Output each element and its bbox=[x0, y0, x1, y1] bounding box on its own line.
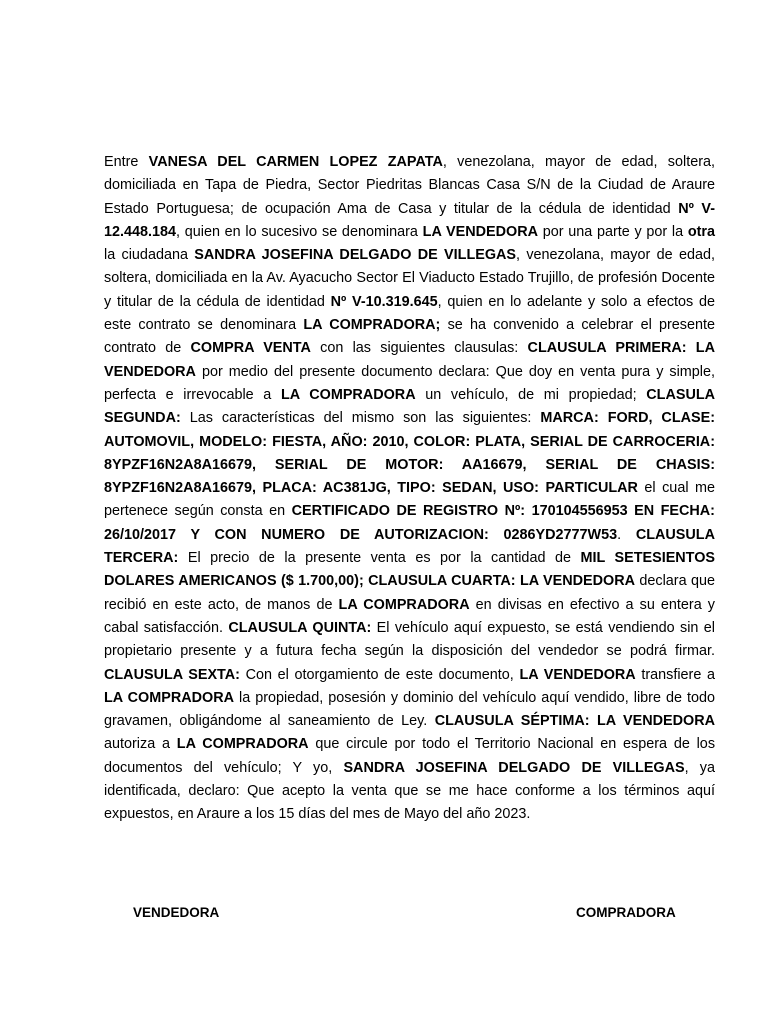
contract-text: se ha convenido a celebrar el presente contrato de bbox=[104, 317, 716, 357]
contract-body-paragraph bbox=[104, 151, 715, 827]
contract-text: la propiedad, posesión y dominio del vehículo aquí vendido, libre de todo gravamen, obligándome al saneamiento de Ley. bbox=[104, 689, 715, 730]
contract-text: por medio del presente documento declara: Que doy en venta pura y simple, perfecta e irrevocable a bbox=[104, 363, 715, 403]
contract-bold-text: CERTIFICADO DE REGISTRO Nº: 170104556953 EN FECHA: 26/10/2017 Y CON NUMERO DE AUTORIZACION: 0286YD2777W53 bbox=[104, 503, 715, 543]
contract-text: El precio de la presente venta es por la cantidad de bbox=[178, 550, 581, 567]
contract-bold-text: VANESA DEL CARMEN LOPEZ ZAPATA bbox=[148, 154, 443, 170]
contract-text: un vehículo, de mi propiedad; bbox=[415, 386, 647, 403]
contract-bold-text: LA COMPRADORA bbox=[280, 386, 416, 403]
contract-bold-text: otra bbox=[687, 223, 715, 240]
contract-bold-text: CLAUSULA SÉPTIMA: LA VENDEDORA bbox=[434, 713, 715, 730]
contract-text: , quien en lo adelante y solo a efectos de este contrato se denominara bbox=[104, 293, 715, 334]
contract-text: , ya identificada, declaro: Que acepto la venta que se me hace conforme a los términos aquí expuestos, en Araure a los 15 días del mes de Mayo del año 2023. bbox=[104, 759, 716, 823]
contract-bold-text: CLAUSULA TERCERA: bbox=[104, 526, 715, 567]
contract-bold-text: SANDRA JOSEFINA DELGADO DE VILLEGAS bbox=[194, 247, 517, 264]
contract-text: transfiere a bbox=[635, 666, 715, 683]
contract-text: Las características del mismo son las siguientes: bbox=[180, 410, 541, 427]
contract-text: la ciudadana bbox=[104, 247, 195, 264]
contract-bold-text: SANDRA JOSEFINA DELGADO DE VILLEGAS bbox=[343, 759, 685, 776]
contract-bold-text: LA COMPRADORA bbox=[176, 736, 309, 753]
contract-bold-text: Nº V-10.319.645 bbox=[330, 293, 438, 310]
contract-bold-text: CLAUSULA PRIMERA: LA VENDEDORA bbox=[104, 340, 715, 380]
contract-text: autoriza a bbox=[104, 736, 177, 753]
contract-text: El vehículo aquí expuesto, se está vendiendo sin el propietario presente y a futura fecha según la disposición del vendedor se podrá firmar. bbox=[104, 619, 715, 660]
contract-text: por una parte y por la bbox=[537, 223, 688, 240]
contract-bold-text: CLAUSULA SEXTA: bbox=[104, 666, 240, 683]
contract-bold-text: CLASULA SEGUNDA: bbox=[104, 386, 716, 427]
contract-bold-text: LA COMPRADORA; bbox=[303, 317, 441, 334]
contract-text: con las siguientes clausulas: bbox=[310, 340, 528, 357]
contract-bold-text: LA COMPRADORA bbox=[338, 596, 470, 613]
contract-text: . bbox=[617, 526, 636, 543]
contract-text: declara que recibió en este acto, de manos de bbox=[104, 573, 715, 613]
contract-bold-text: LA COMPRADORA bbox=[104, 689, 234, 706]
contract-bold-text: COMPRA VENTA bbox=[190, 340, 311, 357]
contract-bold-text: MARCA: FORD, CLASE: AUTOMOVIL, MODELO: FIESTA, AÑO: 2010, COLOR: PLATA, SERIAL DE CARROCERIA: 8YPZF16N2A8A16679, SERIAL DE MOTOR: AA16679, SERIAL DE CHASIS: 8YPZF16N2A8A16679, PLACA: AC381JG, TIPO: SEDAN, USO: PARTICULAR bbox=[104, 410, 715, 497]
contract-text: el cual me pertenece según consta en bbox=[104, 480, 715, 520]
contract-bold-text: CLAUSULA QUINTA: bbox=[228, 619, 372, 636]
contract-bold-text: LA VENDEDORA bbox=[422, 223, 538, 240]
contract-text: que circule por todo el Territorio Nacional en espera de los documentos del vehículo; Y yo, bbox=[104, 736, 716, 776]
seller-signature-label: VENDEDORA bbox=[133, 905, 220, 920]
contract-text: , venezolana, mayor de edad, soltera, domiciliada en la Av. Ayacucho Sector El Viaducto Estado Trujillo, de profesión Docente y titular de la cédula de identidad bbox=[104, 247, 715, 310]
contract-bold-text: Nº V-12.448.184 bbox=[104, 200, 715, 240]
contract-bold-text: LA VENDEDORA bbox=[519, 666, 636, 683]
contract-text: , venezolana, mayor de edad, soltera, domiciliada en Tapa de Piedra, Sector Piedritas Blancas Casa S/N de la Ciudad de Araure Estado Portuguesa; de ocupación Ama de Casa y titular de la cédula de identidad bbox=[104, 154, 715, 217]
contract-text: , quien en lo sucesivo se denominara bbox=[176, 223, 423, 240]
contract-text: Con el otorgamiento de este documento, bbox=[239, 666, 520, 683]
contract-text: en divisas en efectivo a su entera y cabal satisfacción. bbox=[104, 596, 715, 636]
contract-text: Entre bbox=[104, 154, 149, 170]
buyer-signature-label: COMPRADORA bbox=[576, 905, 676, 920]
contract-bold-text: MIL SETESIENTOS DOLARES AMERICANOS ($ 1.700,00); CLAUSULA CUARTA: LA VENDEDORA bbox=[104, 550, 716, 590]
